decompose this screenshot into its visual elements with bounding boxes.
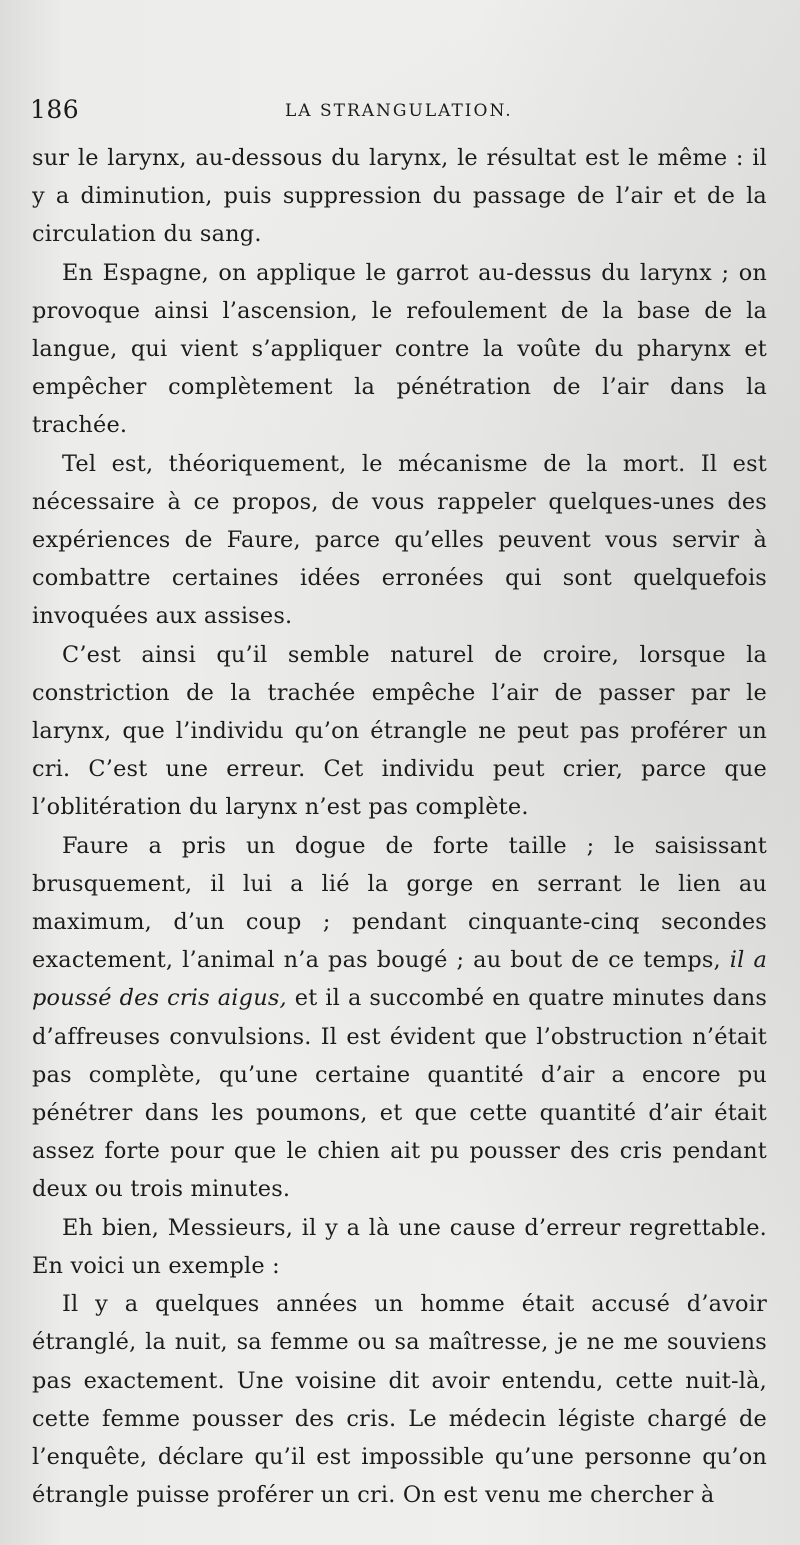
paragraph-constriction: C’est ainsi qu’il semble naturel de croire, lorsque la constriction de la trachée empêche l’air de passer par le larynx, que l’individu qu’on étrangle ne peut pas proférer un cri. C’est une erreur. Cet individu peut crier, parce que l’oblitération du larynx n’est pas complète. xyxy=(32,641,767,821)
page-header xyxy=(30,95,770,131)
running-title: LA STRANGULATION. xyxy=(285,101,513,121)
paragraph-espagne: En Espagne, on applique le garrot au-dessus du larynx ; on provoque ainsi l’ascension, le refoulement de la base de la langue, qui vient s’appliquer contre la voûte du pharynx et empêcher complètement la pénétration de l’air dans la trachée. xyxy=(32,259,767,439)
paragraph-mecanisme: Tel est, théoriquement, le mécanisme de la mort. Il est nécessaire à ce propos, de vous rappeler quelques-unes des expériences de Faure, parce qu’elles peuvent vous servir à combattre certaines idées erronées qui sont quelquefois invoquées aux assises. xyxy=(32,450,767,630)
page-number: 186 xyxy=(30,95,80,124)
paragraph-exemple: Il y a quelques années un homme était accusé d’avoir étranglé, la nuit, sa femme ou sa maîtresse, je ne me souviens pas exactement. Une voisine dit avoir entendu, cette nuit-là, cette femme pousser des cris. Le médecin légiste chargé de l’enquête, déclare qu’il est impossible qu’une personne qu’on étrangle puisse proférer un cri. On est venu me chercher à xyxy=(32,1291,767,1509)
paragraph-faure-italic: il a poussé des cris aigus, xyxy=(32,947,767,1012)
paragraph-faure-experiment xyxy=(32,827,767,1209)
body-text xyxy=(32,139,767,1514)
paragraph-continuation: sur le larynx, au-dessous du larynx, le résultat est le même : il y a diminution, puis suppression du passage de l’air et de la circulation du sang. xyxy=(32,145,767,248)
paragraph-erreur: Eh bien, Messieurs, il y a là une cause d’erreur regrettable. En voici un exemple : xyxy=(32,1214,767,1279)
paragraph-faure-text-after: et il a succombé en quatre minutes dans d’affreuses convulsions. Il est évident que l’obstruction n’était pas complète, qu’une certaine quantité d’air a encore pu pénétrer dans les poumons, et que cette quantité d’air était assez forte pour que le chien ait pu pousser des cris pendant deux ou trois minutes. xyxy=(32,985,768,1203)
paragraph-faure-text-before: Faure a pris un dogue de forte taille ; le saisissant brusquement, il lui a lié la gorge en serrant le lien au maximum, d’un coup ; pendant cinquante-cinq secondes exactement, l’animal n’a pas bougé ; au bout de ce temps, xyxy=(32,832,767,974)
